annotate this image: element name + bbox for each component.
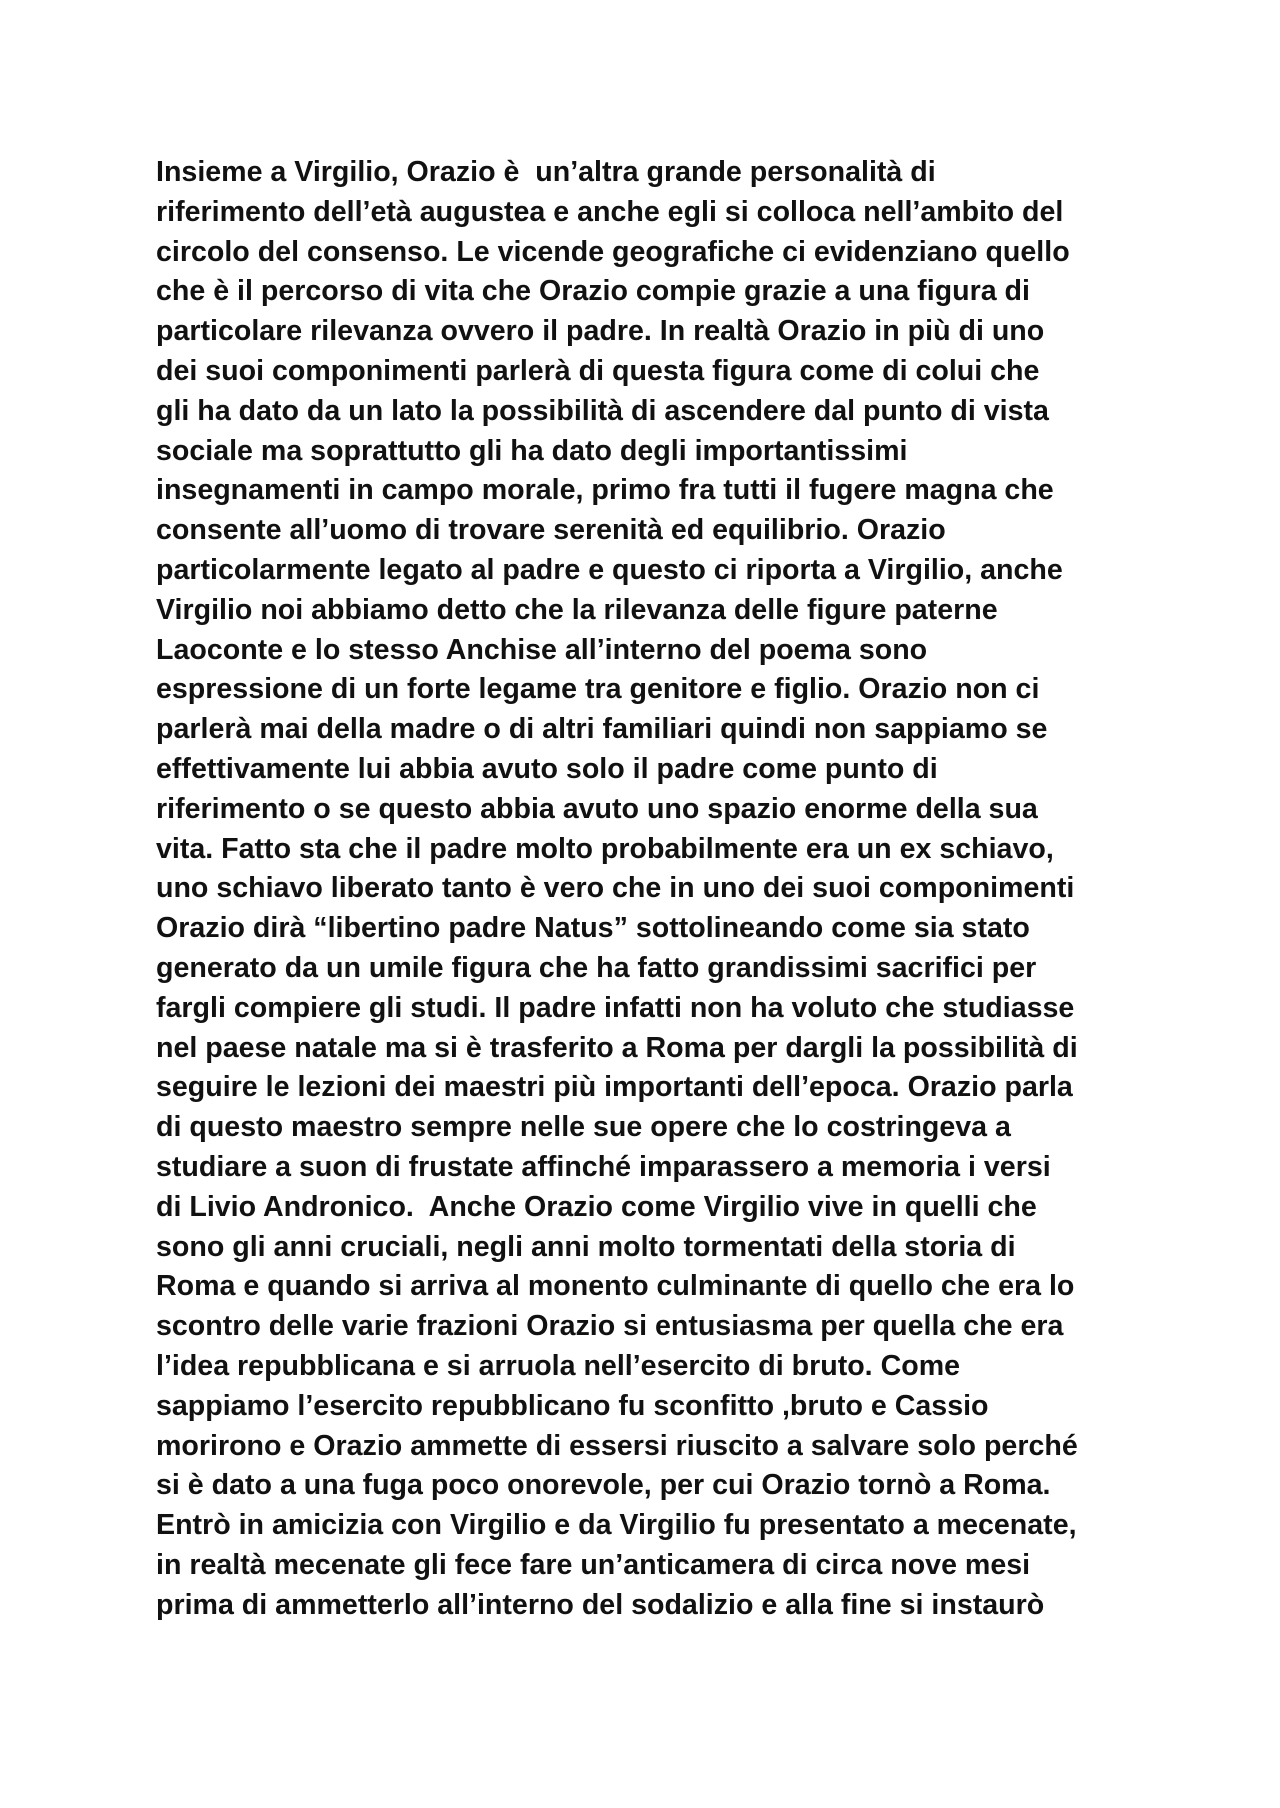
text-line: studiare a suon di frustate affinché imparassero a memoria i versi (156, 1150, 1051, 1183)
text-line: sociale ma soprattutto gli ha dato degli importantissimi (156, 434, 908, 467)
text-line: riferimento dell’età augustea e anche egli si colloca nell’ambito del (156, 195, 1064, 228)
text-line: Roma e quando si arriva al monento culminante di quello che era lo (156, 1270, 1075, 1303)
text-line: particolare rilevanza ovvero il padre. In realtà Orazio in più di uno (156, 315, 1045, 348)
text-line: parlerà mai della madre o di altri familiari quindi non sappiamo se (156, 713, 1048, 746)
text-line: Laoconte e lo stesso Anchise all’interno del poema sono (156, 633, 928, 666)
text-line: uno schiavo liberato tanto è vero che in uno dei suoi componimenti (156, 872, 1075, 905)
text-line: riferimento o se questo abbia avuto uno spazio enorme della sua (156, 792, 1038, 825)
text-line: Orazio dirà “libertino padre Natus” sottolineando come sia stato (156, 912, 1030, 945)
text-line: Virgilio noi abbiamo detto che la rilevanza delle figure paterne (156, 593, 998, 626)
text-line: Entrò in amicizia con Virgilio e da Virgilio fu presentato a mecenate, (156, 1509, 1077, 1542)
text-line: di Livio Andronico. Anche Orazio come Virgilio vive in quelli che (156, 1190, 1037, 1223)
text-line: effettivamente lui abbia avuto solo il padre come punto di (156, 752, 938, 785)
text-line: scontro delle varie frazioni Orazio si entusiasma per quella che era (156, 1310, 1064, 1343)
text-line: nel paese natale ma si è trasferito a Roma per dargli la possibilità di (156, 1031, 1078, 1064)
text-line: seguire le lezioni dei maestri più importanti dell’epoca. Orazio parla (156, 1071, 1073, 1104)
text-line: sono gli anni cruciali, negli anni molto tormentati della storia di (156, 1230, 1016, 1263)
document-body (156, 153, 1156, 1625)
text-line: che è il percorso di vita che Orazio compie grazie a una figura di (156, 275, 1030, 308)
text-line: l’idea repubblicana e si arruola nell’esercito di bruto. Come (156, 1349, 961, 1382)
text-line: consente all’uomo di trovare serenità ed equilibrio. Orazio (156, 514, 946, 547)
text-line: di questo maestro sempre nelle sue opere che lo costringeva a (156, 1111, 1011, 1144)
text-line: circolo del consenso. Le vicende geografiche ci evidenziano quello (156, 235, 1070, 268)
text-line: Insieme a Virgilio, Orazio è un’altra grande personalità di (156, 156, 936, 188)
text-line: si è dato a una fuga poco onorevole, per cui Orazio tornò a Roma. (156, 1469, 1051, 1502)
text-line: insegnamenti in campo morale, primo fra tutti il fugere magna che (156, 474, 1054, 507)
text-line: fargli compiere gli studi. Il padre infatti non ha voluto che studiasse (156, 991, 1075, 1024)
text-line: sappiamo l’esercito repubblicano fu sconfitto ,bruto e Cassio (156, 1389, 989, 1422)
text-line: in realtà mecenate gli fece fare un’anticamera di circa nove mesi (156, 1548, 1031, 1581)
text-line: generato da un umile figura che ha fatto grandissimi sacrifici per (156, 951, 1037, 984)
text-line: particolarmente legato al padre e questo ci riporta a Virgilio, anche (156, 553, 1063, 586)
text-line: morirono e Orazio ammette di essersi riuscito a salvare solo perché (156, 1429, 1078, 1462)
text-line: dei suoi componimenti parlerà di questa figura come di colui che (156, 354, 1040, 387)
text-line: espressione di un forte legame tra genitore e figlio. Orazio non ci (156, 673, 1040, 706)
text-line: vita. Fatto sta che il padre molto probabilmente era un ex schiavo, (156, 832, 1054, 865)
text-line: gli ha dato da un lato la possibilità di ascendere dal punto di vista (156, 394, 1049, 427)
text-line: prima di ammetterlo all’interno del sodalizio e alla fine si instaurò (156, 1588, 1045, 1621)
